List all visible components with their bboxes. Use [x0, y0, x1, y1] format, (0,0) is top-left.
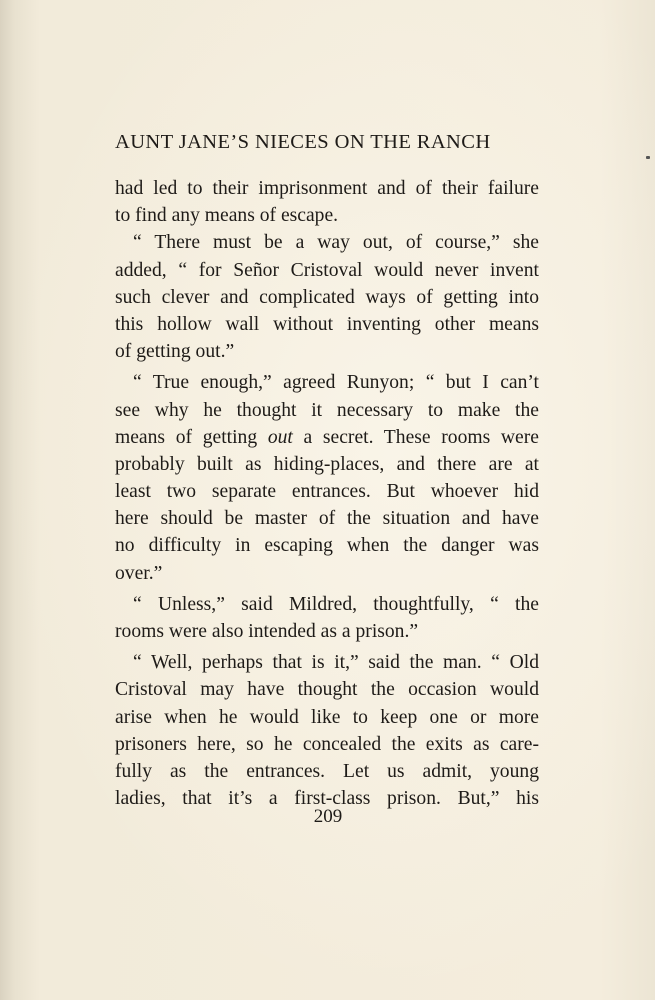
- text-line: added, “ for Señor Cristoval would never invent: [115, 259, 539, 281]
- text-line: “ Well, perhaps that is it,” said the man. “ Old: [133, 652, 539, 674]
- text-line: of getting out.”: [115, 341, 235, 363]
- text-line: “ True enough,” agreed Runyon; “ but I can’t: [133, 372, 539, 394]
- text-line: prisoners here, so he concealed the exits as care-: [115, 733, 539, 755]
- text-fragment: means of getting: [115, 426, 258, 448]
- text-line: here should be master of the situation and have: [115, 508, 539, 530]
- text-line: ladies, that it’s a first-class prison. But,” his: [115, 788, 539, 810]
- text-line: [115, 424, 539, 451]
- text-line: this hollow wall without inventing other means: [115, 313, 539, 335]
- text-line: such clever and complicated ways of getting into: [115, 286, 539, 308]
- italic-word: out: [267, 426, 293, 448]
- text-line: arise when he would like to keep one or more: [115, 706, 539, 728]
- text-line: Cristoval may have thought the occasion would: [115, 679, 539, 701]
- text-line: no difficulty in escaping when the danger was: [115, 535, 539, 557]
- body-text: [115, 175, 539, 812]
- text-line: “ Unless,” said Mildred, thoughtfully, “ the: [133, 593, 539, 615]
- ink-speck: [646, 156, 650, 159]
- page-number: 209: [313, 806, 343, 827]
- text-line: see why he thought it necessary to make the: [115, 399, 539, 421]
- text-line: “ There must be a way out, of course,” she: [133, 232, 539, 254]
- text-line: least two separate entrances. But whoever hid: [115, 481, 539, 503]
- text-line: rooms were also intended as a prison.”: [115, 621, 419, 642]
- text-line: had led to their imprisonment and of their failure: [115, 178, 539, 199]
- text-line: probably built as hiding-places, and there are at: [115, 453, 539, 475]
- text-line: over.”: [115, 562, 163, 584]
- running-head: AUNT JANE’S NIECES ON THE RANCH: [115, 131, 491, 153]
- text-fragment: a secret. These rooms were: [303, 426, 539, 448]
- text-line: fully as the entrances. Let us admit, young: [115, 760, 539, 782]
- text-line: to find any means of escape.: [115, 205, 339, 227]
